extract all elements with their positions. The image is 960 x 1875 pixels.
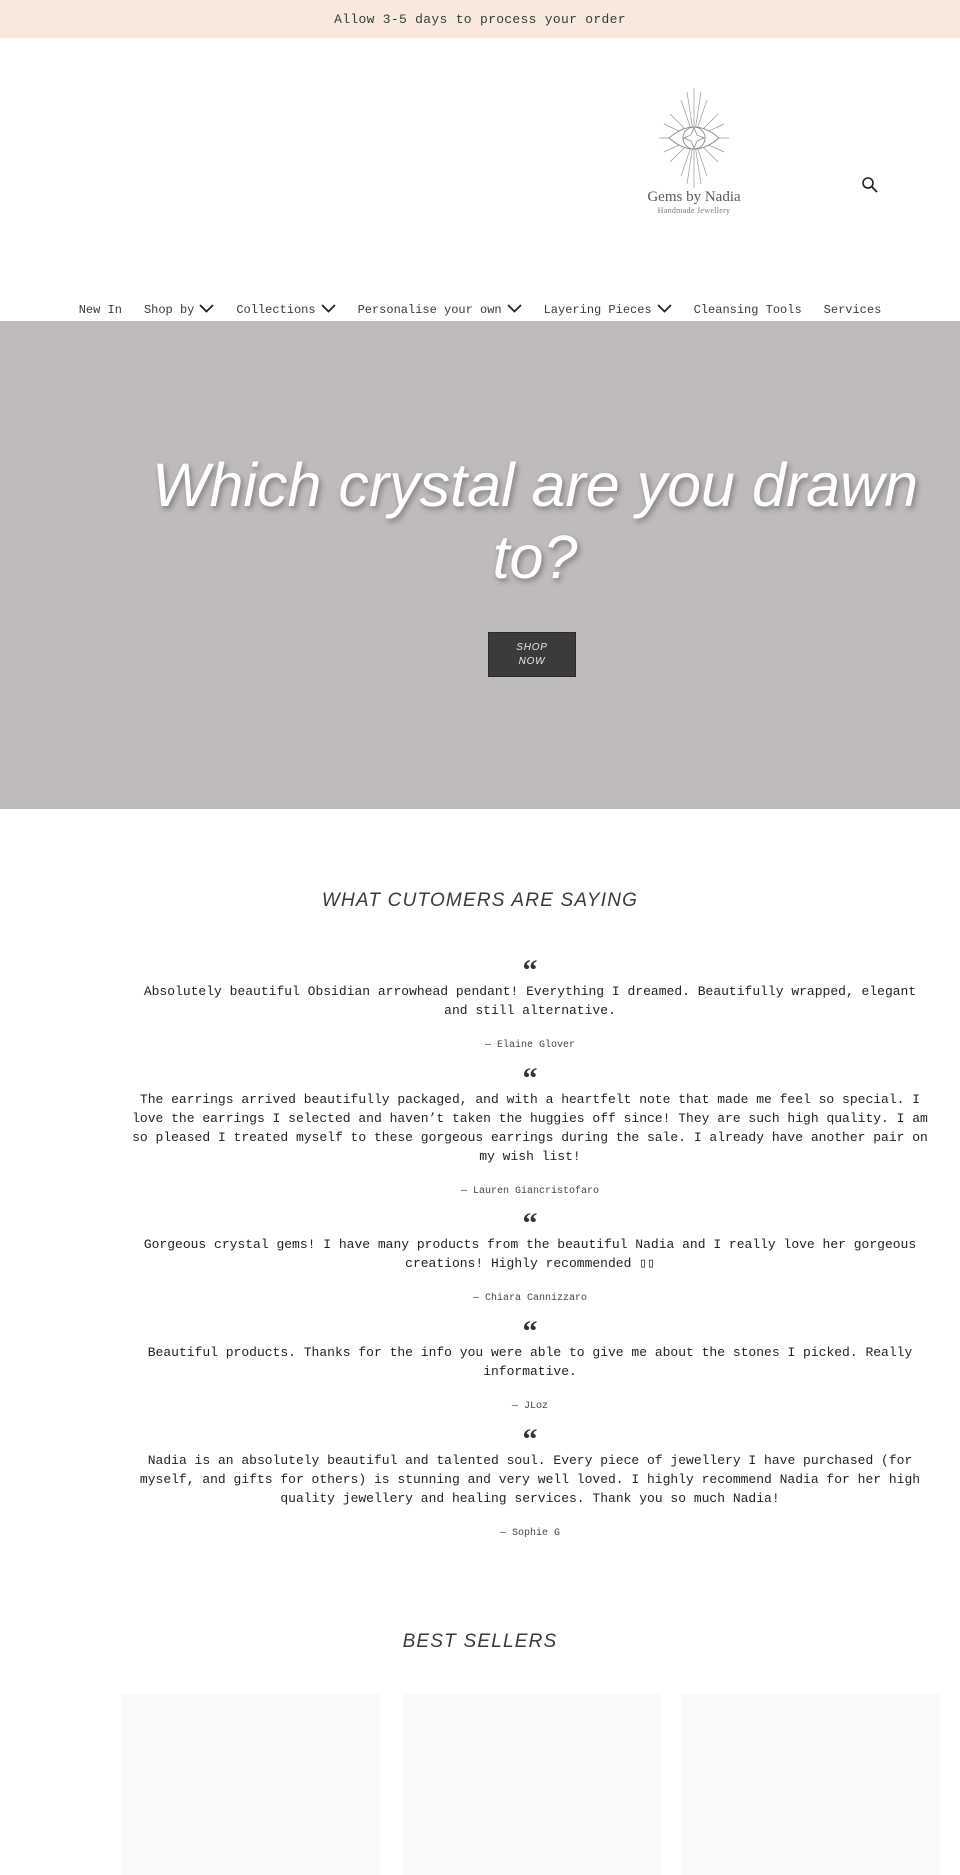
testimonial-text: The earrings arrived beautifully packaged, and with a heartfelt note that made me feel so special. I love the earrings I selected and haven’t taken the huggies off since! They are such high quality. I am so pleased I treated myself to these gorgeous earrings during the sale. I already have another pair on my wish list! (132, 1092, 928, 1164)
testimonial-text: Absolutely beautiful Obsidian arrowhead pendant! Everything I dreamed. Beautifully wrapped, elegant and still alternative. (143, 984, 917, 1018)
nav-item-personalise[interactable] (358, 303, 522, 317)
announcement-text: Allow 3-5 days to process your order (334, 11, 626, 27)
logo-name: Gems by Nadia (647, 189, 741, 205)
sunburst-eye-icon (649, 86, 739, 190)
nav-label: Shop by (143, 303, 195, 317)
announcement-bar (0, 0, 960, 38)
nav-item-layering-pieces[interactable] (544, 303, 672, 317)
testimonial-author: — Sophie G (499, 1528, 560, 1539)
chevron-down-icon (321, 303, 336, 317)
nav-item-collections[interactable] (236, 303, 335, 317)
best-sellers-heading: BEST SELLERS (402, 1631, 558, 1652)
testimonial-item (130, 1423, 930, 1539)
nav-label: Personalise your own (357, 303, 502, 317)
testimonial-item (130, 954, 930, 1051)
testimonial-item (130, 1062, 930, 1197)
main-nav (0, 303, 960, 317)
testimonial-item (130, 1207, 930, 1304)
hero-title: Which crystal are you drawn to? (151, 451, 919, 591)
testimonial-text: Nadia is an absolutely beautiful and talented soul. Every piece of jewellery I have purchased (for myself, and gifts for others) is stunning and very well loved. I highly recommend Nadia for her high quality jewellery and healing services. Thank you so much Nadia! (139, 1453, 921, 1506)
shop-now-button[interactable]: SHOP NOW (488, 632, 576, 677)
nav-label: New In (78, 303, 122, 317)
logo-tagline: Handmade Jewellery (657, 206, 731, 215)
product-card[interactable] (122, 1694, 380, 1875)
testimonial-text: Beautiful products. Thanks for the info you were able to give me about the stones I picked. Really informative. (147, 1345, 913, 1379)
nav-label: Services (823, 303, 882, 317)
nav-label: Cleansing Tools (693, 303, 802, 317)
testimonial-author: — Chiara Cannizzaro (472, 1293, 588, 1304)
nav-item-services[interactable] (824, 303, 882, 317)
product-card[interactable] (682, 1694, 940, 1875)
chevron-down-icon (199, 303, 214, 317)
logo[interactable] (636, 86, 752, 215)
quote-icon: “ (522, 1207, 538, 1240)
testimonial-author: — Lauren Giancristofaro (460, 1186, 600, 1197)
quote-icon: “ (522, 1062, 538, 1095)
site-header (0, 38, 960, 321)
nav-item-shop-by[interactable] (144, 303, 214, 317)
testimonial-text: Gorgeous crystal gems! I have many products from the beautiful Nadia and I really love her gorgeous creations! Highly recommended ▯▯ (143, 1237, 917, 1271)
testimonial-author: — Elaine Glover (484, 1040, 575, 1051)
nav-label: Layering Pieces (543, 303, 652, 317)
chevron-down-icon (657, 303, 672, 317)
search-icon[interactable] (861, 176, 879, 194)
chevron-down-icon (507, 303, 522, 317)
testimonial-author: — JLoz (511, 1401, 548, 1412)
best-sellers-grid (122, 1694, 938, 1875)
nav-item-cleansing-tools[interactable] (694, 303, 802, 317)
testimonial-item (130, 1315, 930, 1412)
hero-banner (0, 321, 960, 809)
product-card[interactable] (403, 1694, 661, 1875)
quote-icon: “ (522, 1315, 538, 1348)
nav-label: Collections (236, 303, 316, 317)
nav-item-new-in[interactable] (79, 303, 122, 317)
quote-icon: “ (522, 1423, 538, 1456)
quote-icon: “ (522, 954, 538, 987)
testimonials-heading: WHAT CUTOMERS ARE SAYING (321, 890, 639, 911)
